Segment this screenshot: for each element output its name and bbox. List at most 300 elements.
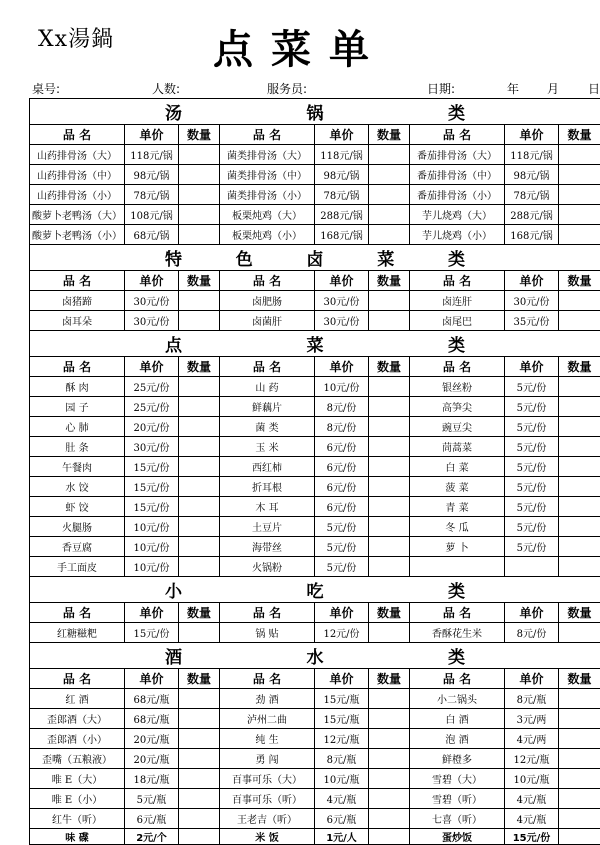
item-quantity-cell[interactable] xyxy=(369,185,410,205)
item-quantity-cell[interactable] xyxy=(179,165,220,185)
people-count-label: 人数: xyxy=(152,80,180,97)
item-quantity-cell[interactable] xyxy=(559,165,600,185)
item-quantity-cell[interactable] xyxy=(559,497,600,517)
item-price: 18元/瓶 xyxy=(125,769,179,789)
item-name: 山药排骨汤（大） xyxy=(30,145,125,165)
col-header-qty: 数量 xyxy=(179,603,220,623)
item-price xyxy=(505,557,559,577)
col-header-name: 品 名 xyxy=(220,357,315,377)
item-price: 10元/份 xyxy=(315,377,369,397)
item-name: 西红柿 xyxy=(220,457,315,477)
item-name: 香豆腐 xyxy=(30,537,125,557)
item-quantity-cell[interactable] xyxy=(179,769,220,789)
server-label: 服务员: xyxy=(267,80,307,97)
item-name: 芋儿烧鸡（大） xyxy=(410,205,505,225)
item-quantity-cell[interactable] xyxy=(559,225,600,245)
item-name: 鲜橙多 xyxy=(410,749,505,769)
item-price: 10元/瓶 xyxy=(315,769,369,789)
item-quantity-cell[interactable] xyxy=(559,397,600,417)
item-quantity-cell[interactable] xyxy=(369,145,410,165)
item-quantity-cell[interactable] xyxy=(369,517,410,537)
item-name: 唯 E（大） xyxy=(30,769,125,789)
menu-row xyxy=(30,145,600,165)
item-name: 玉 米 xyxy=(220,437,315,457)
col-header-name: 品 名 xyxy=(410,125,505,145)
item-quantity-cell[interactable] xyxy=(559,417,600,437)
item-name: 七喜（听） xyxy=(410,809,505,829)
item-name: 百事可乐（听） xyxy=(220,789,315,809)
section-title: 酒水类 xyxy=(165,643,465,668)
item-price: 30元/份 xyxy=(505,291,559,311)
item-price: 10元/份 xyxy=(125,517,179,537)
item-quantity-cell[interactable] xyxy=(559,749,600,769)
col-header-price: 单价 xyxy=(125,669,179,689)
day-label: 日 xyxy=(588,80,600,97)
order-info-line xyxy=(0,80,600,98)
col-header-price: 单价 xyxy=(505,669,559,689)
col-header-name: 品 名 xyxy=(410,271,505,291)
section-title-cell xyxy=(30,643,600,669)
menu-row xyxy=(30,769,600,789)
item-quantity-cell[interactable] xyxy=(369,789,410,809)
col-header-qty: 数量 xyxy=(369,669,410,689)
item-name: 红糖糍粑 xyxy=(30,623,125,643)
item-name: 茼蒿菜 xyxy=(410,437,505,457)
item-price: 118元/锅 xyxy=(125,145,179,165)
col-header-qty: 数量 xyxy=(179,271,220,291)
col-header-name: 品 名 xyxy=(410,603,505,623)
item-quantity-cell[interactable] xyxy=(559,729,600,749)
item-price: 8元/瓶 xyxy=(505,689,559,709)
item-price: 5元/份 xyxy=(315,517,369,537)
section-title: 特色卤菜类 xyxy=(165,245,465,270)
col-header-qty: 数量 xyxy=(369,125,410,145)
section-header-row xyxy=(30,331,600,357)
item-quantity-cell[interactable] xyxy=(369,457,410,477)
item-quantity-cell[interactable] xyxy=(559,557,600,577)
item-quantity-cell[interactable] xyxy=(179,537,220,557)
item-quantity-cell[interactable] xyxy=(369,829,410,845)
section-title: 点菜类 xyxy=(165,331,465,356)
item-name: 劲 酒 xyxy=(220,689,315,709)
item-name: 山 药 xyxy=(220,377,315,397)
item-price: 15元/份 xyxy=(125,623,179,643)
item-price: 10元/瓶 xyxy=(505,769,559,789)
item-quantity-cell[interactable] xyxy=(179,225,220,245)
item-name: 菌类排骨汤（小） xyxy=(220,185,315,205)
column-header-row xyxy=(30,603,600,623)
item-price: 4元/瓶 xyxy=(505,789,559,809)
col-header-qty: 数量 xyxy=(559,669,600,689)
item-quantity-cell[interactable] xyxy=(179,437,220,457)
item-quantity-cell[interactable] xyxy=(559,377,600,397)
item-quantity-cell[interactable] xyxy=(179,709,220,729)
item-price: 8元/份 xyxy=(505,623,559,643)
item-quantity-cell[interactable] xyxy=(179,809,220,829)
item-price: 10元/份 xyxy=(125,557,179,577)
item-quantity-cell[interactable] xyxy=(369,709,410,729)
item-quantity-cell[interactable] xyxy=(179,557,220,577)
year-label: 年 xyxy=(507,80,519,97)
item-price: 5元/份 xyxy=(315,557,369,577)
item-quantity-cell[interactable] xyxy=(369,311,410,331)
menu-row xyxy=(30,749,600,769)
section-header-row xyxy=(30,245,600,271)
date-label: 日期: xyxy=(427,80,455,97)
section-title: 小吃类 xyxy=(165,577,465,602)
item-quantity-cell[interactable] xyxy=(369,225,410,245)
section-title-cell xyxy=(30,577,600,603)
item-quantity-cell[interactable] xyxy=(559,311,600,331)
item-price: 3元/两 xyxy=(505,709,559,729)
col-header-qty: 数量 xyxy=(179,357,220,377)
item-name: 虾 饺 xyxy=(30,497,125,517)
item-price: 78元/锅 xyxy=(125,185,179,205)
item-price: 5元/份 xyxy=(315,537,369,557)
item-quantity-cell[interactable] xyxy=(369,437,410,457)
item-name: 雪碧（大） xyxy=(410,769,505,789)
col-header-price: 单价 xyxy=(315,357,369,377)
col-header-name: 品 名 xyxy=(220,271,315,291)
menu-row xyxy=(30,623,600,643)
item-price: 98元/锅 xyxy=(505,165,559,185)
item-quantity-cell[interactable] xyxy=(179,291,220,311)
section-title-cell xyxy=(30,245,600,271)
item-quantity-cell[interactable] xyxy=(369,729,410,749)
item-name: 番茄排骨汤（大） xyxy=(410,145,505,165)
section-header-row xyxy=(30,99,600,125)
item-price: 2元/个 xyxy=(125,829,179,845)
menu-row xyxy=(30,457,600,477)
item-price: 5元/份 xyxy=(505,517,559,537)
item-price: 30元/份 xyxy=(125,437,179,457)
item-price: 118元/锅 xyxy=(315,145,369,165)
item-quantity-cell[interactable] xyxy=(369,165,410,185)
item-price: 168元/锅 xyxy=(505,225,559,245)
item-name: 卤菌肝 xyxy=(220,311,315,331)
item-quantity-cell[interactable] xyxy=(179,749,220,769)
item-quantity-cell[interactable] xyxy=(179,497,220,517)
col-header-name: 品 名 xyxy=(30,125,125,145)
section-title: 汤锅类 xyxy=(165,99,465,124)
item-price: 8元/份 xyxy=(315,397,369,417)
month-label: 月 xyxy=(547,80,559,97)
item-price: 35元/份 xyxy=(505,311,559,331)
item-price: 5元/份 xyxy=(505,497,559,517)
item-name: 板栗炖鸡（大） xyxy=(220,205,315,225)
item-quantity-cell[interactable] xyxy=(559,789,600,809)
item-price: 288元/锅 xyxy=(315,205,369,225)
item-name: 香酥花生米 xyxy=(410,623,505,643)
item-name: 酸萝卜老鸭汤（大） xyxy=(30,205,125,225)
item-price: 78元/锅 xyxy=(505,185,559,205)
item-quantity-cell[interactable] xyxy=(179,417,220,437)
col-header-price: 单价 xyxy=(505,357,559,377)
item-name: 萝 卜 xyxy=(410,537,505,557)
col-header-price: 单价 xyxy=(125,125,179,145)
menu-row xyxy=(30,709,600,729)
menu-row xyxy=(30,165,600,185)
col-header-name: 品 名 xyxy=(220,603,315,623)
item-name: 白 菜 xyxy=(410,457,505,477)
item-price: 5元/份 xyxy=(505,417,559,437)
item-price: 68元/锅 xyxy=(125,225,179,245)
item-name: 纯 生 xyxy=(220,729,315,749)
col-header-qty: 数量 xyxy=(559,603,600,623)
item-price: 5元/瓶 xyxy=(125,789,179,809)
col-header-name: 品 名 xyxy=(30,603,125,623)
col-header-qty: 数量 xyxy=(559,271,600,291)
item-name: 歪郎酒（小） xyxy=(30,729,125,749)
item-name: 海带丝 xyxy=(220,537,315,557)
item-quantity-cell[interactable] xyxy=(559,517,600,537)
page-title: 点菜单 xyxy=(0,18,600,75)
menu-row xyxy=(30,537,600,557)
menu-row xyxy=(30,225,600,245)
item-name: 肚 条 xyxy=(30,437,125,457)
item-price: 5元/份 xyxy=(505,437,559,457)
item-quantity-cell[interactable] xyxy=(559,477,600,497)
col-header-price: 单价 xyxy=(125,271,179,291)
menu-row xyxy=(30,689,600,709)
item-name: 卤连肝 xyxy=(410,291,505,311)
menu-row xyxy=(30,397,600,417)
item-price: 168元/锅 xyxy=(315,225,369,245)
item-quantity-cell[interactable] xyxy=(369,477,410,497)
col-header-price: 单价 xyxy=(315,125,369,145)
item-quantity-cell[interactable] xyxy=(179,789,220,809)
item-name: 百事可乐（大） xyxy=(220,769,315,789)
menu-row xyxy=(30,437,600,457)
item-price: 30元/份 xyxy=(125,311,179,331)
menu-row xyxy=(30,477,600,497)
item-name: 手工面皮 xyxy=(30,557,125,577)
item-quantity-cell[interactable] xyxy=(179,185,220,205)
item-name: 高笋尖 xyxy=(410,397,505,417)
item-price: 1元/人 xyxy=(315,829,369,845)
col-header-name: 品 名 xyxy=(30,271,125,291)
item-quantity-cell[interactable] xyxy=(559,145,600,165)
item-quantity-cell[interactable] xyxy=(559,457,600,477)
item-price: 8元/份 xyxy=(315,417,369,437)
item-price: 6元/瓶 xyxy=(125,809,179,829)
col-header-price: 单价 xyxy=(315,271,369,291)
item-quantity-cell[interactable] xyxy=(179,377,220,397)
item-name: 菌类排骨汤（中） xyxy=(220,165,315,185)
col-header-name: 品 名 xyxy=(410,669,505,689)
item-price: 78元/锅 xyxy=(315,185,369,205)
item-name: 蛋炒饭 xyxy=(410,829,505,845)
section-title-cell xyxy=(30,99,600,125)
item-name: 红 酒 xyxy=(30,689,125,709)
item-quantity-cell[interactable] xyxy=(179,311,220,331)
section-header-row xyxy=(30,577,600,603)
col-header-name: 品 名 xyxy=(220,125,315,145)
menu-row xyxy=(30,417,600,437)
item-name: 园 子 xyxy=(30,397,125,417)
item-quantity-cell[interactable] xyxy=(179,517,220,537)
item-quantity-cell[interactable] xyxy=(559,809,600,829)
item-quantity-cell[interactable] xyxy=(559,437,600,457)
item-quantity-cell[interactable] xyxy=(559,623,600,643)
item-quantity-cell[interactable] xyxy=(369,689,410,709)
section-title-cell xyxy=(30,331,600,357)
item-price: 288元/锅 xyxy=(505,205,559,225)
item-price: 20元/瓶 xyxy=(125,749,179,769)
item-name: 午餐肉 xyxy=(30,457,125,477)
item-quantity-cell[interactable] xyxy=(179,205,220,225)
menu-row xyxy=(30,517,600,537)
item-price: 15元/份 xyxy=(125,477,179,497)
item-price: 68元/瓶 xyxy=(125,709,179,729)
item-name: 菠 菜 xyxy=(410,477,505,497)
menu-row xyxy=(30,557,600,577)
item-price: 6元/份 xyxy=(315,457,369,477)
item-quantity-cell[interactable] xyxy=(179,729,220,749)
item-name: 味 碟 xyxy=(30,829,125,845)
item-name: 山药排骨汤（中） xyxy=(30,165,125,185)
item-price: 15元/份 xyxy=(505,829,559,845)
item-quantity-cell[interactable] xyxy=(369,417,410,437)
column-header-row xyxy=(30,669,600,689)
col-header-qty: 数量 xyxy=(369,603,410,623)
item-price: 118元/锅 xyxy=(505,145,559,165)
item-name: 米 饭 xyxy=(220,829,315,845)
item-quantity-cell[interactable] xyxy=(559,709,600,729)
item-name: 豌豆尖 xyxy=(410,417,505,437)
item-name xyxy=(410,557,505,577)
item-name: 唯 E（小） xyxy=(30,789,125,809)
item-name: 雪碧（听） xyxy=(410,789,505,809)
item-price: 6元/份 xyxy=(315,437,369,457)
menu-row xyxy=(30,205,600,225)
item-price: 20元/瓶 xyxy=(125,729,179,749)
item-price: 6元/份 xyxy=(315,477,369,497)
table-number-label: 桌号: xyxy=(32,80,60,97)
item-quantity-cell[interactable] xyxy=(559,205,600,225)
item-price: 30元/份 xyxy=(315,311,369,331)
col-header-price: 单价 xyxy=(125,603,179,623)
item-quantity-cell[interactable] xyxy=(369,749,410,769)
item-quantity-cell[interactable] xyxy=(179,689,220,709)
item-price: 12元/瓶 xyxy=(315,729,369,749)
item-name: 酥 肉 xyxy=(30,377,125,397)
item-quantity-cell[interactable] xyxy=(559,291,600,311)
item-name: 心 肺 xyxy=(30,417,125,437)
item-quantity-cell[interactable] xyxy=(559,185,600,205)
item-quantity-cell[interactable] xyxy=(179,145,220,165)
item-name: 卤肥肠 xyxy=(220,291,315,311)
item-quantity-cell[interactable] xyxy=(369,205,410,225)
item-quantity-cell[interactable] xyxy=(369,557,410,577)
menu-row xyxy=(30,185,600,205)
item-price: 10元/份 xyxy=(125,537,179,557)
item-quantity-cell[interactable] xyxy=(369,377,410,397)
item-price: 4元/两 xyxy=(505,729,559,749)
item-quantity-cell[interactable] xyxy=(369,809,410,829)
item-quantity-cell[interactable] xyxy=(559,537,600,557)
col-header-name: 品 名 xyxy=(410,357,505,377)
item-name: 番茄排骨汤（中） xyxy=(410,165,505,185)
item-quantity-cell[interactable] xyxy=(369,769,410,789)
menu-row xyxy=(30,311,600,331)
item-name: 山药排骨汤（小） xyxy=(30,185,125,205)
item-price: 4元/瓶 xyxy=(315,789,369,809)
item-name: 菌 类 xyxy=(220,417,315,437)
item-name: 鲜藕片 xyxy=(220,397,315,417)
item-name: 水 饺 xyxy=(30,477,125,497)
item-name: 卤耳朵 xyxy=(30,311,125,331)
col-header-price: 单价 xyxy=(315,603,369,623)
col-header-qty: 数量 xyxy=(179,125,220,145)
menu-row xyxy=(30,729,600,749)
item-quantity-cell[interactable] xyxy=(179,829,220,845)
col-header-price: 单价 xyxy=(315,669,369,689)
item-quantity-cell[interactable] xyxy=(369,537,410,557)
item-quantity-cell[interactable] xyxy=(369,623,410,643)
item-quantity-cell[interactable] xyxy=(179,397,220,417)
item-quantity-cell[interactable] xyxy=(369,291,410,311)
col-header-name: 品 名 xyxy=(30,669,125,689)
col-header-qty: 数量 xyxy=(369,271,410,291)
item-name: 酸萝卜老鸭汤（小） xyxy=(30,225,125,245)
item-price: 30元/份 xyxy=(315,291,369,311)
col-header-qty: 数量 xyxy=(179,669,220,689)
column-header-row xyxy=(30,271,600,291)
item-quantity-cell[interactable] xyxy=(179,457,220,477)
item-name: 歪郎酒（大） xyxy=(30,709,125,729)
item-name: 菌类排骨汤（大） xyxy=(220,145,315,165)
col-header-price: 单价 xyxy=(505,603,559,623)
col-header-price: 单价 xyxy=(125,357,179,377)
item-price: 108元/锅 xyxy=(125,205,179,225)
item-price: 5元/份 xyxy=(505,457,559,477)
item-price: 5元/份 xyxy=(505,377,559,397)
item-quantity-cell[interactable] xyxy=(559,689,600,709)
item-price: 12元/瓶 xyxy=(505,749,559,769)
item-name: 折耳根 xyxy=(220,477,315,497)
section-header-row xyxy=(30,643,600,669)
item-quantity-cell[interactable] xyxy=(559,769,600,789)
col-header-price: 单价 xyxy=(505,125,559,145)
item-price: 20元/份 xyxy=(125,417,179,437)
col-header-name: 品 名 xyxy=(30,357,125,377)
item-price: 98元/锅 xyxy=(315,165,369,185)
item-price: 12元/份 xyxy=(315,623,369,643)
item-price: 5元/份 xyxy=(505,477,559,497)
col-header-qty: 数量 xyxy=(559,357,600,377)
item-quantity-cell[interactable] xyxy=(179,477,220,497)
item-price: 15元/瓶 xyxy=(315,689,369,709)
col-header-price: 单价 xyxy=(505,271,559,291)
column-header-row xyxy=(30,125,600,145)
item-name: 泸州二曲 xyxy=(220,709,315,729)
item-quantity-cell[interactable] xyxy=(559,829,600,845)
item-quantity-cell[interactable] xyxy=(369,497,410,517)
item-name: 卤尾巴 xyxy=(410,311,505,331)
item-price: 30元/份 xyxy=(125,291,179,311)
item-quantity-cell[interactable] xyxy=(369,397,410,417)
item-name: 王老吉（听） xyxy=(220,809,315,829)
item-price: 6元/份 xyxy=(315,497,369,517)
item-name: 番茄排骨汤（小） xyxy=(410,185,505,205)
menu-row xyxy=(30,809,600,829)
item-name: 白 酒 xyxy=(410,709,505,729)
item-quantity-cell[interactable] xyxy=(179,623,220,643)
menu-row xyxy=(30,377,600,397)
item-name: 土豆片 xyxy=(220,517,315,537)
item-price: 98元/锅 xyxy=(125,165,179,185)
